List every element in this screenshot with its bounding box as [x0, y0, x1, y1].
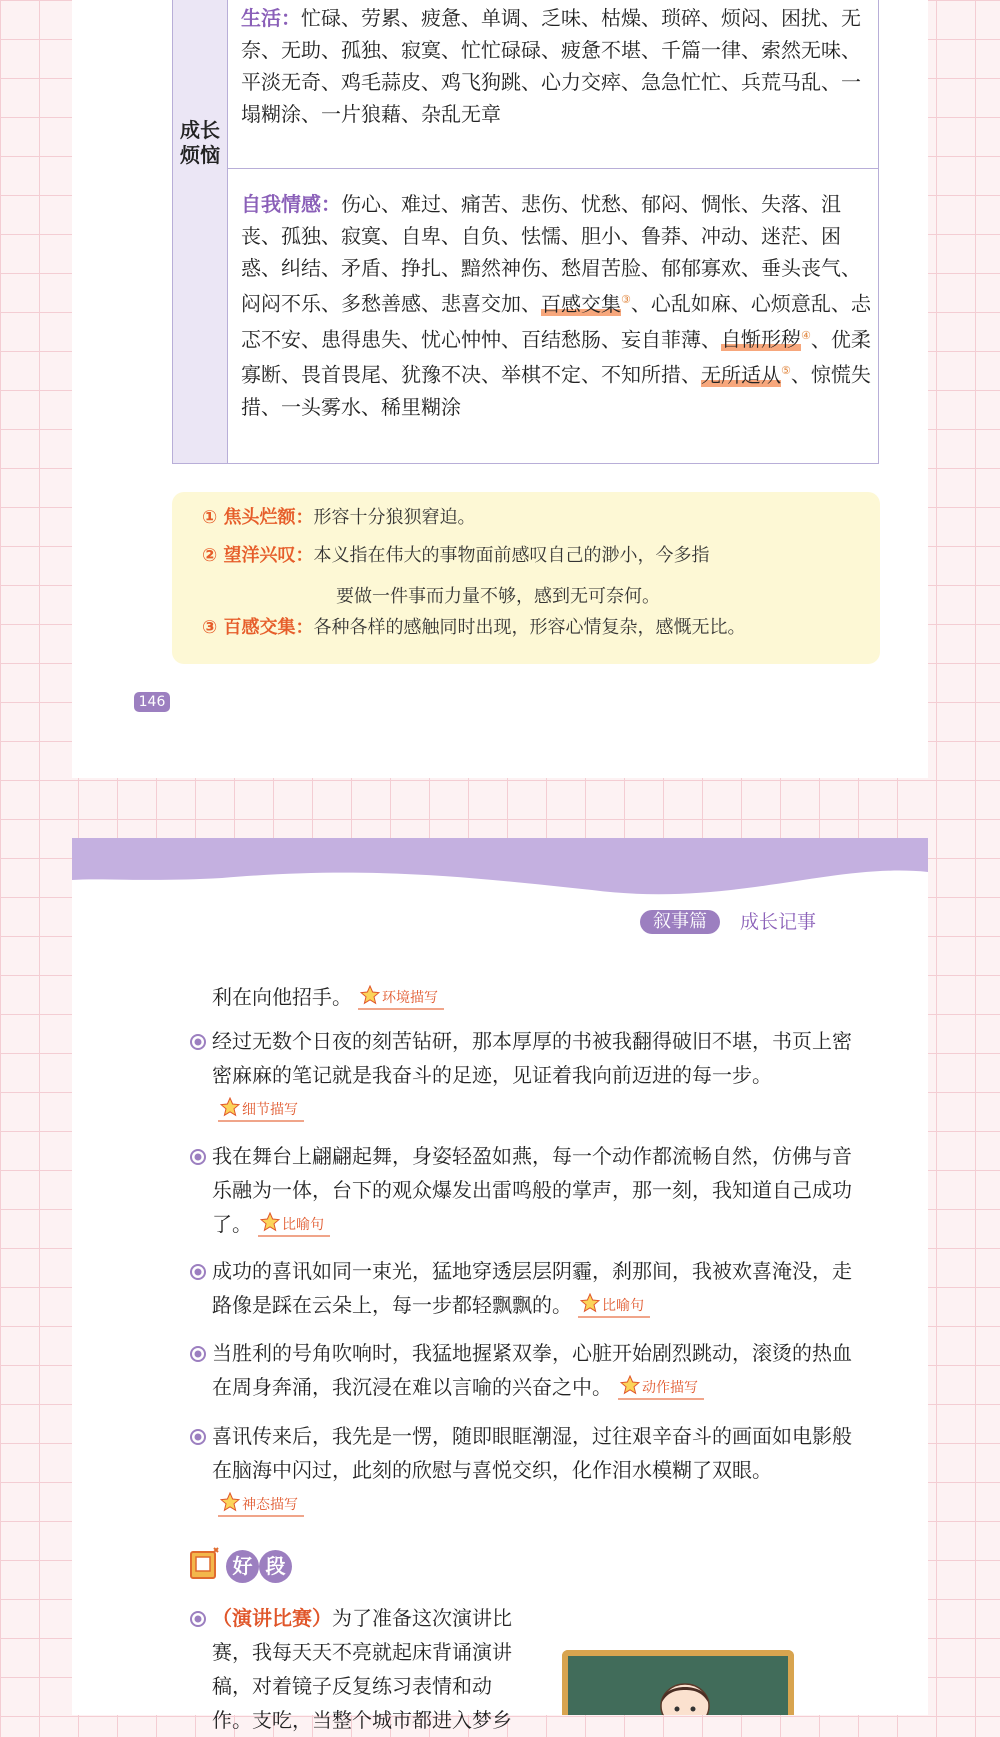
notes-box — [172, 492, 880, 664]
emotion-lead: 自我情感： — [241, 192, 341, 216]
star-icon — [360, 985, 380, 1005]
note-term: ① 焦头烂额： — [202, 507, 314, 528]
annotation-text: 比喻句 — [602, 1297, 644, 1314]
bullet-icon — [189, 1263, 207, 1281]
life-lead: 生活： — [241, 6, 301, 30]
bullet-icon — [189, 1033, 207, 1051]
speech-lead: （演讲比赛） — [212, 1606, 332, 1630]
note-2 — [202, 544, 710, 568]
paragraph-text: 经过无数个日夜的刻苦钻研，那本厚厚的书被我翻得破旧不堪，书页上密密麻麻的笔记就是我奋斗的足迹，见证着我向前迈进的每一步。 — [212, 1029, 852, 1087]
footnote-mark-5: ⑤ — [781, 364, 791, 378]
note-definition: 形容十分狼狈窘迫。 — [313, 507, 476, 528]
star-icon — [620, 1375, 640, 1395]
row-divider — [227, 168, 879, 169]
note-3 — [202, 616, 746, 640]
bullet-icon — [189, 1610, 207, 1628]
annotation-text: 神态描写 — [242, 1496, 298, 1513]
life-cell — [241, 2, 871, 130]
book-icon — [188, 1546, 222, 1582]
paragraph-5 — [212, 1419, 852, 1521]
note-term: ③ 百感交集： — [202, 617, 314, 638]
emotion-words-2: 、心乱如麻、心烦意乱、忐忑不安、患得患失、忧心忡忡、百结愁肠、妄自菲薄、 — [241, 291, 871, 352]
highlight-word-2: 自惭形秽 — [721, 327, 801, 352]
good-paragraph-heading — [226, 1550, 292, 1586]
paragraph-0 — [212, 980, 852, 1014]
category-label-line2: 烦恼 — [180, 143, 220, 167]
speech-paragraph — [212, 1601, 530, 1737]
paragraph-text: 我在舞台上翩翩起舞，身姿轻盈如燕，每一个动作都流畅自然，仿佛与音乐融为一体，台下的观众爆发出雷鸣般的掌声，那一刻，我知道自己成功了。 — [212, 1144, 852, 1236]
section-title: 成长记事 — [740, 911, 817, 933]
note-definition: 各种各样的感触同时出现，形容心情复杂，感慨无比。 — [313, 617, 746, 638]
life-words: 忙碌、劳累、疲惫、单调、乏味、枯燥、琐碎、烦闷、困扰、无奈、无助、孤独、寂寞、忙忙碌碌、疲惫不堪、千篇一律、索然无味、平淡无奇、鸡毛蒜皮、鸡飞狗跳、心力交瘁、急急忙忙、兵荒马乱、一塌糊涂、一片狼藉、杂乱无章 — [241, 6, 861, 126]
emotion-words-4: 、惊慌失措、一头雾水、稀里糊涂 — [241, 362, 871, 419]
category-column — [173, 0, 228, 463]
annotation-text: 比喻句 — [282, 1216, 324, 1233]
star-icon — [580, 1293, 600, 1313]
good-char-1: 好 — [226, 1550, 259, 1583]
paragraph-1 — [212, 1024, 852, 1126]
emotion-words-3: 、优柔寡断、畏首畏尾、犹豫不决、举棋不定、不知所措、 — [241, 327, 871, 387]
top-page — [72, 0, 928, 778]
note-definition: 本义指在伟大的事物面前感叹自己的渺小，今多指 — [313, 545, 710, 566]
emotion-cell — [241, 188, 871, 423]
paragraph-text: 成功的喜讯如同一束光，猛地穿透层层阴霾，刹那间，我被欢喜淹没，走路像是踩在云朵上，每一步都轻飘飘的。 — [212, 1259, 852, 1317]
bullet-icon — [189, 1428, 207, 1446]
vocab-table — [172, 0, 879, 464]
header-wave — [72, 838, 928, 900]
category-label-line1: 成长 — [180, 118, 220, 142]
paragraph-2 — [212, 1139, 852, 1241]
good-char-2: 段 — [259, 1550, 292, 1583]
annotation-tag — [258, 1215, 330, 1237]
annotation-text: 细节描写 — [242, 1101, 298, 1118]
annotation-tag — [578, 1296, 650, 1318]
emotion-words-1: 伤心、难过、痛苦、悲伤、忧愁、郁闷、惆怅、失落、沮丧、孤独、寂寞、自卑、自负、怯懦、胆小、鲁莽、冲动、迷茫、困惑、纠结、矛盾、挣扎、黯然神伤、愁眉苦脸、郁郁寡欢、垂头丧气、闷闷不乐、多愁善感、悲喜交加、 — [241, 192, 861, 316]
annotation-tag — [218, 1495, 304, 1517]
note-1 — [202, 506, 476, 530]
boy-illustration — [654, 1676, 716, 1715]
footnote-mark-3: ③ — [621, 293, 631, 306]
paragraph-4 — [212, 1336, 852, 1404]
page-number: 146 — [134, 692, 170, 712]
annotation-tag — [218, 1100, 304, 1122]
paragraph-text: 喜讯传来后，我先是一愣，随即眼眶潮湿，过往艰辛奋斗的画面如电影般在脑海中闪过，此刻的欣慰与喜悦交织，化作泪水模糊了双眼。 — [212, 1424, 852, 1482]
bullet-icon — [189, 1345, 207, 1363]
annotation-text: 环境描写 — [382, 989, 438, 1006]
annotation-tag — [358, 988, 444, 1010]
section-badge: 叙事篇 — [640, 910, 720, 934]
note-term: ② 望洋兴叹： — [202, 545, 314, 566]
paragraph-3 — [212, 1254, 852, 1322]
note-2-continuation: 要做一件事而力量不够，感到无可奈何。 — [336, 586, 660, 607]
star-icon — [220, 1492, 240, 1512]
highlight-word-1: 百感交集 — [541, 291, 621, 316]
star-icon — [260, 1212, 280, 1232]
paragraph-text: 利在向他招手。 — [212, 985, 352, 1009]
speech-text: 为了准备这次演讲比赛，我每天天不亮就起床背诵演讲稿，对着镜子反复练习表情和动作。支吃，当整个城市都进入梦乡 — [212, 1606, 512, 1732]
annotation-tag — [618, 1378, 704, 1400]
bullet-icon — [189, 1148, 207, 1166]
category-label — [175, 118, 225, 168]
footnote-mark-4: ④ — [801, 328, 811, 342]
highlight-word-3: 无所适从 — [701, 362, 781, 387]
star-icon — [220, 1097, 240, 1117]
annotation-text: 动作描写 — [642, 1379, 698, 1396]
paragraph-text: 当胜利的号角吹响时，我猛地握紧双拳，心脏开始剧烈跳动，滚烫的热血在周身奔涌，我沉浸在难以言喻的兴奋之中。 — [212, 1341, 852, 1399]
